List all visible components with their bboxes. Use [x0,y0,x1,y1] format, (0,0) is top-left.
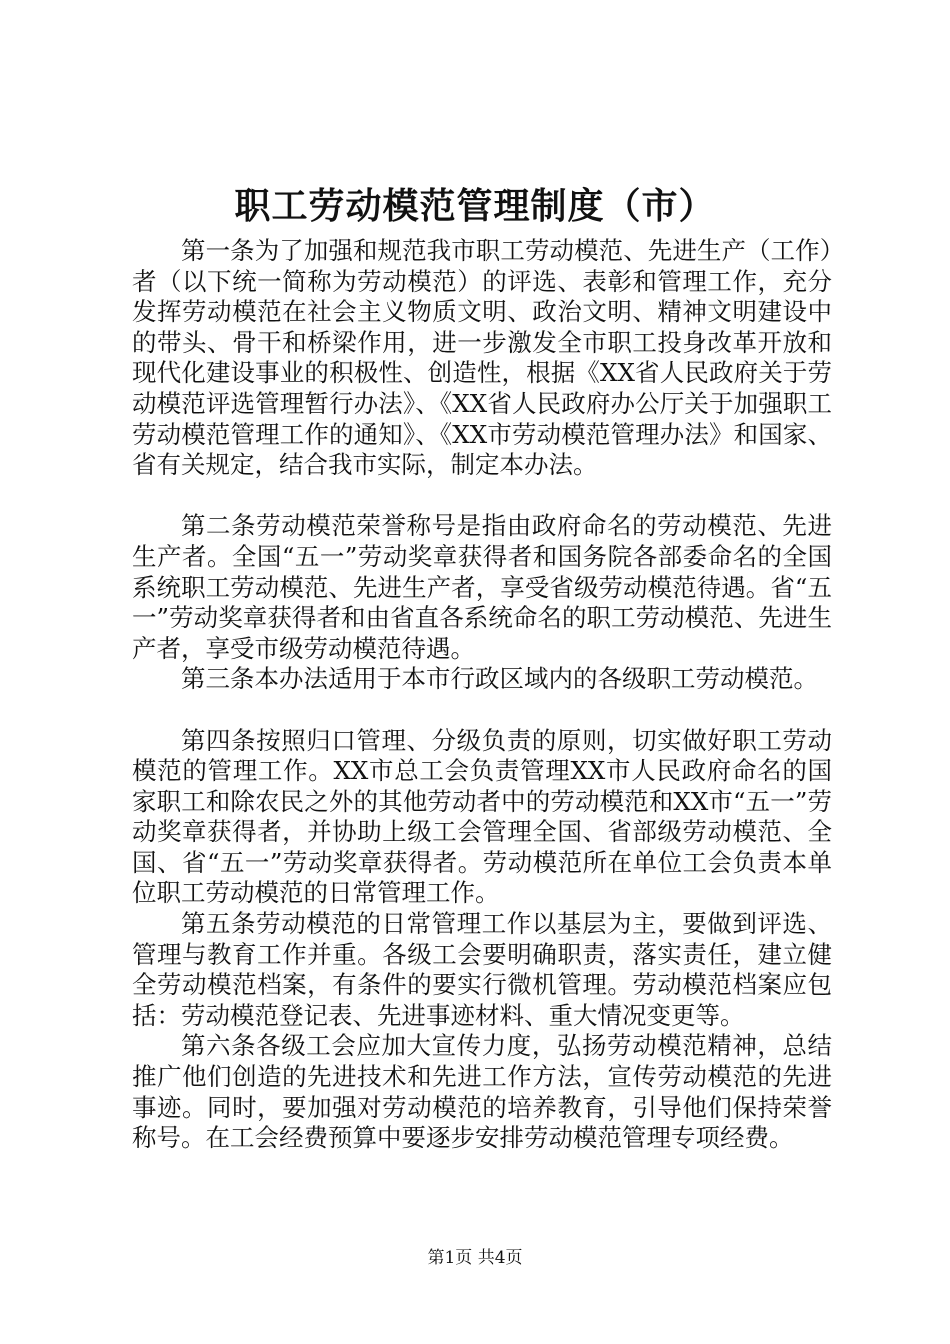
page-number-footer: 第1页 共4页 [427,1248,523,1268]
article-1-paragraph: 第一条为了加强和规范我市职工劳动模范、先进生产（工作）者（以下统一简称为劳动模范）的评选、表彰和管理工作，充分发挥劳动模范在社会主义物质文明、政治文明、精神文明建设中的带头、骨干和桥梁作用，进一步激发全市职工投身改革开放和现代化建设事业的积极性、创造性，根据《XX省人民政府关于劳动模范评选管理暂行办法》、《XX省人民政府办公厅关于加强职工劳动模范管理工作的通知》、《XX市劳动模范管理办法》和国家、省有关规定，结合我市实际，制定本办法。 [132,236,832,480]
article-5-paragraph: 第五条劳动模范的日常管理工作以基层为主，要做到评选、管理与教育工作并重。各级工会要明确职责，落实责任，建立健全劳动模范档案，有条件的要实行微机管理。劳动模范档案应包括：劳动模范登记表、先进事迹材料、重大情况变更等。 [132,909,832,1030]
document-body [132,236,832,1154]
article-2-paragraph: 第二条劳动模范荣誉称号是指由政府命名的劳动模范、先进生产者。全国“五一”劳动奖章获得者和国务院各部委命名的全国系统职工劳动模范、先进生产者，享受省级劳动模范待遇。省“五一”劳动奖章获得者和由省直各系统命名的职工劳动模范、先进生产者，享受市级劳动模范待遇。 [132,511,832,663]
article-4-paragraph: 第四条按照归口管理、分级负责的原则，切实做好职工劳动模范的管理工作。XX市总工会负责管理XX市人民政府命名的国家职工和除农民之外的其他劳动者中的劳动模范和XX市“五一”劳动奖章获得者，并协助上级工会管理全国、省部级劳动模范、全国、省“五一”劳动奖章获得者。劳动模范所在单位工会负责本单位职工劳动模范的日常管理工作。 [132,725,832,908]
article-3-paragraph: 第三条本办法适用于本市行政区域内的各级职工劳动模范。 [181,664,818,694]
document-title: 职工劳动模范管理制度（市） [234,185,716,227]
article-6-paragraph: 第六条各级工会应加大宣传力度，弘扬劳动模范精神，总结推广他们创造的先进技术和先进工作方法，宣传劳动模范的先进事迹。同时，要加强对劳动模范的培养教育，引导他们保持荣誉称号。在工会经费预算中要逐步安排劳动模范管理专项经费。 [132,1031,832,1153]
